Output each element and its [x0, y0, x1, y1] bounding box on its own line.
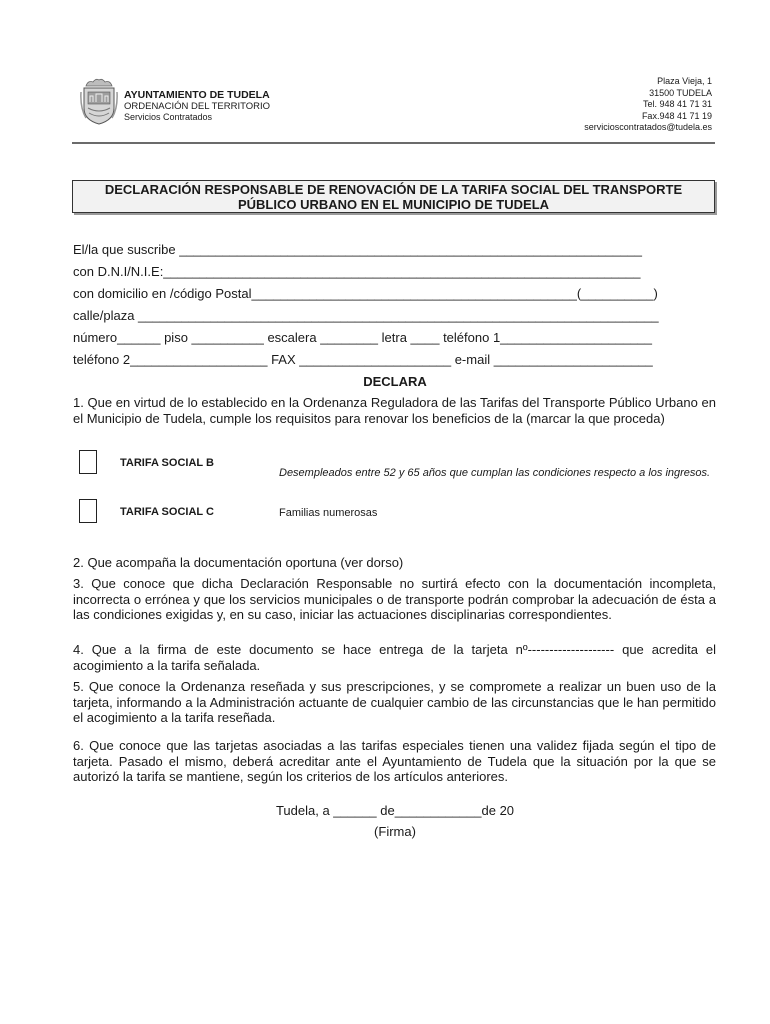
address-line: Fax.948 41 71 19 — [641, 110, 712, 121]
paragraph-4: 4. Que a la firma de este documento se hace entrega de la tarjeta nº-------------------- que acredita el acogimiento a la tarifa señalada. — [73, 642, 716, 673]
field-phone-fax-email[interactable]: teléfono 2___________________ FAX _____________________ e-mail ______________________ — [73, 352, 653, 367]
option-label-tarifa-c: TARIFA SOCIAL C — [120, 506, 214, 518]
address-line: Tel. 948 41 71 31 — [642, 99, 712, 110]
field-name[interactable]: El/la que suscribe ________________________________________________________________ — [73, 242, 642, 257]
header-divider — [72, 142, 715, 144]
paragraph-3: 3. Que conoce que dicha Declaración Responsable no surtirá efecto con la documentación incompleta, incorrecta o errónea y que los servicios municipales o de transporte podrán comprobar la adecuación de ésta a las condiciones exigidas y, en su caso, iniciar las actuaciones disciplinarias correspondientes. — [73, 576, 716, 622]
paragraph-6: 6. Que conoce que las tarjetas asociadas a las tarifas especiales tienen una validez fijada según el tipo de tarjeta. Pasado el mismo, deberá acreditar ante el Ayuntamiento de Tudela que la situación por la que se autorizó la tarifa se mantiene, según los criterios de los artículos anteriores. — [73, 738, 716, 784]
field-dni[interactable]: con D.N.I/N.I.E:__________________________________________________________________ — [73, 264, 641, 279]
signature-place-date[interactable]: Tudela, a ______ de____________de 20 — [275, 803, 515, 818]
paragraph-5: 5. Que conoce la Ordenanza reseñada y sus prescripciones, y se compromete a realizar un buen uso de la tarjeta, informando a la Administración actuante de cualquier cambio de las circunstancias que le han permitido el acogimiento a la tarifa reseñada. — [73, 679, 716, 725]
option-label-tarifa-b: TARIFA SOCIAL B — [120, 457, 214, 469]
title-line-1: DECLARACIÓN RESPONSABLE DE RENOVACIÓN DE LA TARIFA SOCIAL DEL TRANSPORTE — [104, 182, 683, 197]
org-service: Servicios Contratados — [124, 112, 213, 122]
address-line: servicioscontratados@tudela.es — [584, 122, 712, 133]
signature-label: (Firma) — [374, 824, 416, 839]
paragraph-1: 1. Que en virtud de lo establecido en la Ordenanza Reguladora de las Tarifas del Transporte Público Urbano en el Municipio de Tudela, cumple los requisitos para renovar los beneficios de la (marcar la que proceda) — [73, 395, 716, 426]
declara-heading: DECLARA — [363, 374, 427, 389]
field-address-postal-code[interactable]: con domicilio en /código Postal_____________________________________________(__________) — [73, 286, 658, 301]
title-line-2: PÚBLICO URBANO EN EL MUNICIPIO DE TUDELA — [237, 197, 550, 212]
address-line: 31500 TUDELA — [649, 87, 712, 98]
paragraph-2: 2. Que acompaña la documentación oportuna (ver dorso) — [73, 555, 404, 570]
option-desc-tarifa-b: Desempleados entre 52 y 65 años que cumplan las condiciones respecto a los ingresos. — [279, 467, 711, 479]
checkbox-tarifa-b[interactable] — [79, 450, 97, 474]
option-desc-tarifa-c: Familias numerosas — [279, 507, 378, 519]
checkbox-tarifa-c[interactable] — [79, 499, 97, 523]
document-title — [72, 180, 715, 213]
org-name: AYUNTAMIENTO DE TUDELA — [124, 89, 270, 101]
address-block — [584, 76, 712, 134]
field-number-floor-phone[interactable]: número______ piso __________ escalera ________ letra ____ teléfono 1_____________________ — [73, 330, 653, 345]
field-street[interactable]: calle/plaza ________________________________________________________________________ — [73, 308, 659, 323]
address-line: Plaza Vieja, 1 — [657, 76, 712, 86]
coat-of-arms-logo — [80, 78, 118, 126]
org-department: ORDENACIÓN DEL TERRITORIO — [124, 101, 271, 112]
